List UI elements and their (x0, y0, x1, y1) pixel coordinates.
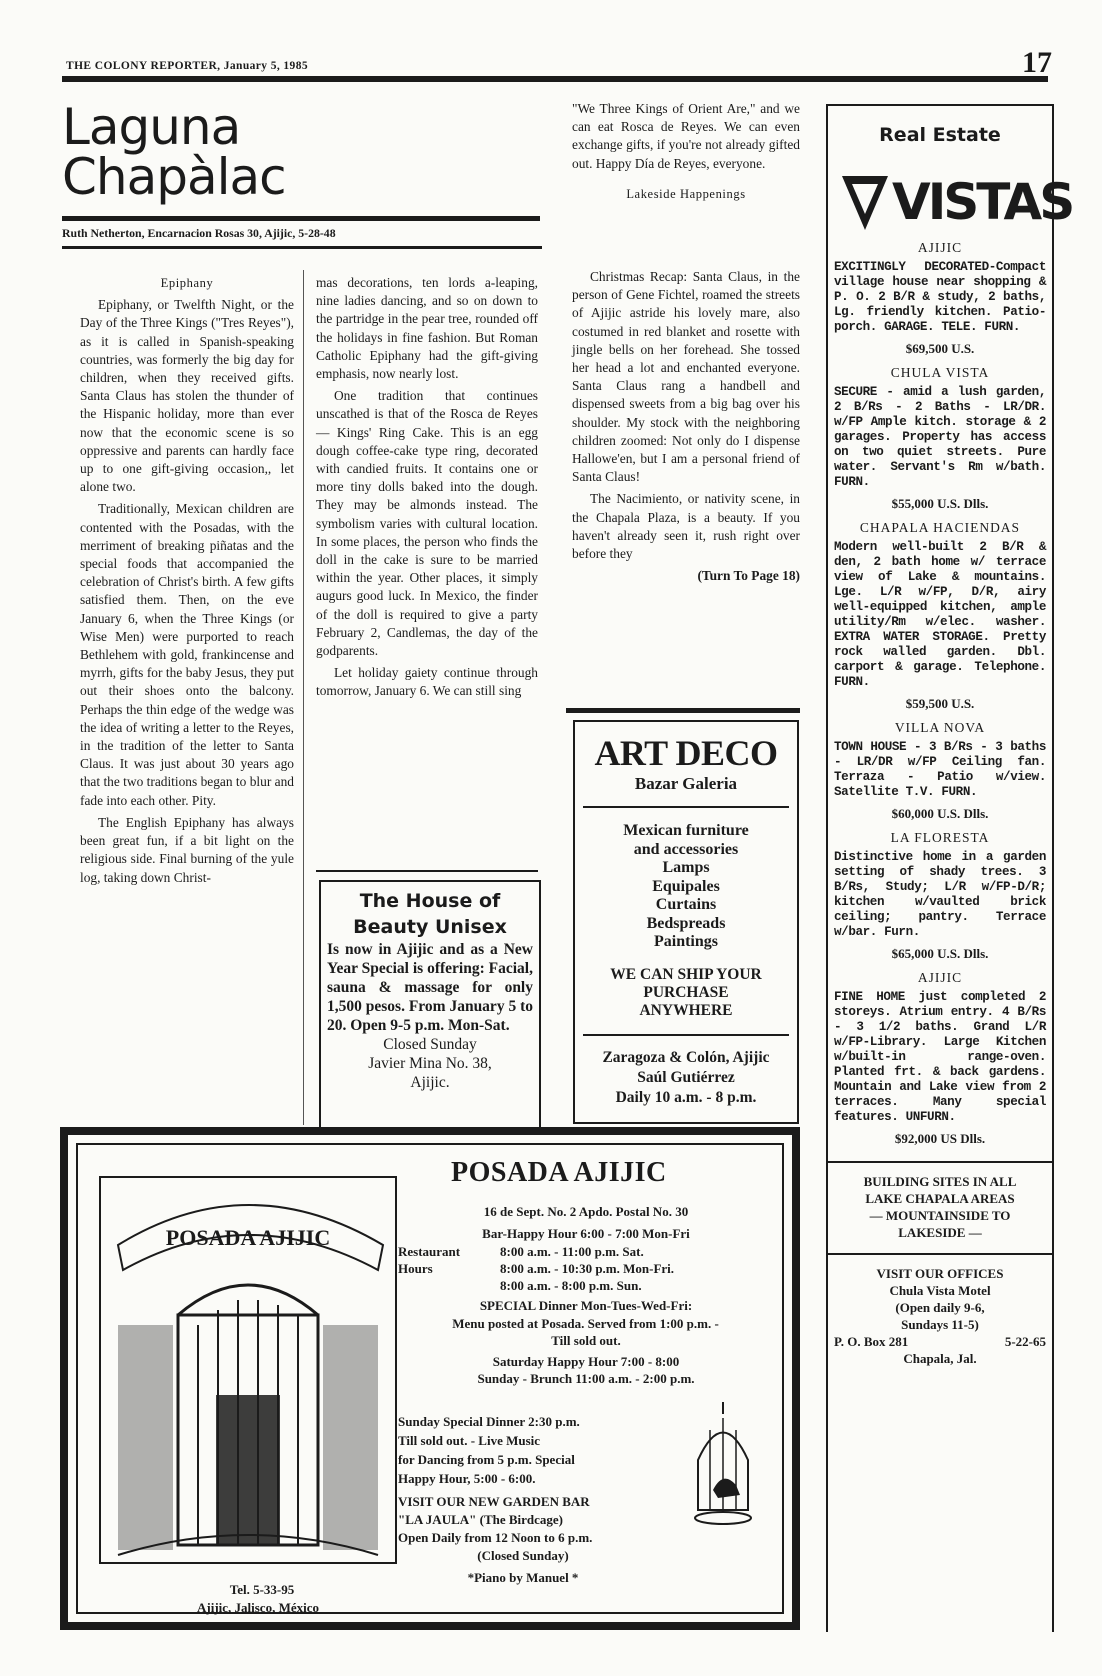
office-visit: VISIT OUR OFFICES (876, 1266, 1004, 1281)
posada-saturday: Saturday Happy Hour 7:00 - 8:00 (492, 1354, 680, 1369)
divider (583, 1034, 789, 1036)
listing-description: SECURE - amid a lush garden, 2 B/Rs - 2 Baths - LR/DR. w/FP Ample kitch. storage & 2 garages. Property has access on two quiet streets. Pure water. Servant's Rm w/bath. FURN. (834, 385, 1046, 489)
paragraph: Epiphany, or Twelfth Night, or the Day of the Three Kings ("Tres Reyes"), as it is called in Spanish-speaking countries, was formerly the big day for children, when they received gifts. Santa Claus has stolen the thunder of the Hispanic holiday, more than ever now that the economic scene is so oppressive and parents can hardly face up to one gift-giving occasion,, let alone two. (80, 297, 294, 495)
restaurant-hours: 8:00 a.m. - 8:00 p.m. Sun. (500, 1278, 642, 1293)
ad-address: Javier Mina No. 38, (368, 1055, 492, 1072)
listing-description: TOWN HOUSE - 3 B/Rs - 3 baths - LR/DR w/FP Ceiling fan. Terraza - Patio w/view. Satellite T.V. FURN. (834, 740, 1046, 799)
real-estate-header: Real Estate (879, 124, 1001, 146)
paragraph: "We Three Kings of Orient Are," and we can eat Rosca de Reyes. We can even exchange gifts, if you're not already gifted out. Happy Día de Reyes, everyone. (572, 101, 800, 171)
masthead (62, 46, 1052, 82)
listing-price: $55,000 U.S. Dlls. (891, 496, 989, 511)
listing-price: $92,000 US Dlls. (894, 1131, 986, 1146)
listing-town: AJIJIC (917, 970, 963, 985)
posada-special: SPECIAL Dinner Mon-Tues-Wed-Fri: (479, 1298, 693, 1313)
listing-town: AJIJIC (917, 240, 963, 255)
posada-bar-hours: Bar-Happy Hour 6:00 - 7:00 Mon-Fri (482, 1226, 690, 1241)
listing-town: CHAPALA HACIENDAS (859, 520, 1021, 535)
listing-description: Modern well-built 2 B/R & den, 2 bath home w/ terrace view of Lake & mountains. Lge. L/R w/FP, D/R, airy well-equipped kitchen, ample utility/Rm w/elec. washer. EXTRA WATER STORAGE. Pretty rock walled garden. Dbl. carport & garage. Telephone. FURN. (834, 540, 1046, 689)
listing-price: $60,000 U.S. Dlls. (891, 806, 989, 821)
ad-body: Is now in Ajijic and as a New Year Special is offering: Facial, sauna & massage for only 1,500 pesos. From January 5 to 20. Open 9-5 p.m. Mon-Sat. (327, 941, 533, 1034)
posada-sunday-special: Sunday Special Dinner 2:30 p.m. (398, 1414, 580, 1429)
list-item: and accessories (633, 840, 739, 858)
posada-garden-bar: Open Daily from 12 Noon to 6 p.m. (398, 1530, 593, 1545)
divider (828, 1253, 1052, 1255)
article-column-1 (80, 274, 294, 891)
list-item: Mexican furniture (623, 822, 749, 839)
ad-rule (566, 708, 800, 713)
office-po-box: P. O. Box 281 (834, 1334, 909, 1349)
ad-shipping (575, 966, 797, 1020)
ad-title: ART DECO (594, 733, 778, 773)
article-column-3-top (572, 100, 800, 207)
masthead-rule (62, 76, 1048, 82)
list-item: Curtains (655, 896, 717, 913)
posada-menu: Till sold out. (551, 1333, 621, 1348)
listing-description: EXCITINGLY DECORATED-Compact village house near shopping & P. O. 2 B/R & study, 2 baths, Lg. friendly kitchen. Patio-porch. GARAGE. TELE. FURN. (834, 260, 1046, 334)
posada-garden-bar: "LA JAULA" (The Birdcage) (398, 1512, 564, 1527)
office-contact (828, 1333, 1052, 1350)
building-sites (828, 1173, 1052, 1241)
art-deco-ad (573, 720, 799, 1124)
hours-label: Hours (398, 1261, 433, 1276)
building-sites-line: LAKESIDE — (898, 1225, 982, 1240)
ad-address: Zaragoza & Colón, Ajijic (602, 1048, 770, 1066)
listing-price: $69,500 U.S. (905, 341, 975, 356)
list-item: Bedspreads (646, 914, 726, 932)
listing-town: VILLA NOVA (894, 720, 986, 735)
posada-sunday-special: Till sold out. - Live Music (398, 1433, 541, 1448)
ad-address: Ajijic. (410, 1074, 450, 1091)
column-title (62, 98, 542, 232)
real-estate-column (826, 104, 1073, 1632)
paragraph: Traditionally, Mexican children are contented with the Posadas, with the merriment of breaking piñatas and the special foods that accompanied the celebration of Christ's birth. A few gifts satisfied them. Then, on the eve January 6, when the Three Kings (or Wise Men) were purported to reach Bethlehem with gold, frankincense and myrrh, gifts for the baby Jesus, they put out their shoes onto the balcony. Perhaps the thin edge of the wedge was the idea of writing a letter to the Reyes, in the tradition of the letter to Santa Claus. It was just about 30 years ago that the two traditions began to blur and fade into each other. Pity. (80, 501, 294, 808)
office-hours: Sundays 11-5) (901, 1317, 979, 1332)
posada-sunday-special: Happy Hour, 5:00 - 6:00. (398, 1471, 536, 1486)
article-heading: Epiphany (160, 276, 214, 290)
section-heading: Lakeside Happenings (626, 186, 746, 201)
ad-footer (575, 1048, 797, 1108)
listing-price: $65,000 U.S. Dlls. (891, 946, 989, 961)
vistas-logo (834, 172, 1073, 232)
column-divider (303, 270, 304, 1125)
posada-title: POSADA AJIJIC (451, 1157, 667, 1188)
listing-price: $59,500 U.S. (905, 696, 975, 711)
building-sites-line: BUILDING SITES IN ALL (863, 1174, 1017, 1189)
ad-closed: Closed Sunday (383, 1036, 477, 1053)
ship-line: PURCHASE (643, 983, 729, 1001)
list-item: Lamps (662, 859, 710, 876)
house-of-beauty-ad (319, 880, 541, 1130)
restaurant-hours: 8:00 a.m. - 11:00 p.m. Sat. (500, 1244, 644, 1259)
byline: Ruth Netherton, Encarnacion Rosas 30, Ajijic, 5-28-48 (62, 226, 336, 240)
continued-note: (Turn To Page 18) (697, 568, 800, 584)
vistas-logo-text: VISTAS (892, 173, 1073, 231)
posada-menu: Menu posted at Posada. Served from 1:00 p.m. - (452, 1316, 719, 1331)
building-sites-line: LAKE CHAPALA AREAS (865, 1191, 1015, 1206)
ad-subtitle: Bazar Galeria (634, 774, 738, 793)
list-item: Equipales (652, 877, 720, 895)
posada-location: Ajijic, Jalisco, México (196, 1600, 319, 1615)
ad-item-list (575, 822, 797, 952)
listing-town: LA FLORESTA (890, 830, 990, 845)
restaurant-label: Restaurant (398, 1244, 461, 1259)
paragraph: Let holiday gaiety continue through tomorrow, January 6. We can still sing (316, 665, 538, 699)
byline-rule (62, 246, 542, 249)
office-motel: Chula Vista Motel (889, 1283, 991, 1298)
ad-title: Beauty Unisex (353, 916, 507, 938)
paragraph: The English Epiphany has always been great fun, if a bit light on the religious side. Final burning of the yule log, taking down Christ- (80, 814, 294, 885)
column-title-line1: Laguna (62, 98, 241, 156)
listing-description: Distinctive home in a garden setting of shady trees. 3 B/Rs, Study; L/R w/FP-D/R; kitchen w/vaulted brick ceiling; pantry. Terrace w/bar. Furn. (834, 850, 1046, 939)
article-column-3 (572, 268, 800, 585)
ship-line: ANYWHERE (639, 1001, 733, 1019)
article-column-2 (316, 274, 538, 705)
office-phone: 5-22-65 (1004, 1334, 1046, 1349)
posada-piano: *Piano by Manuel * (467, 1570, 579, 1585)
restaurant-hours: 8:00 a.m. - 10:30 p.m. Mon-Fri. (500, 1261, 675, 1276)
top-rule (828, 104, 1052, 106)
office-info (828, 1265, 1052, 1367)
office-city: Chapala, Jal. (903, 1351, 977, 1366)
paragraph: One tradition that continues unscathed is that of the Rosca de Reyes — Kings' Ring Cake. This is an egg dough coffee-cake type ring, decorated with candied fruits. It contains one or more tiny dolls baked into the dough. They may be almonds instead. The symbolism varies with cultural location. In some places, the person who finds the doll in the cake is sure to be married within the year. Other places, it simply augurs good luck. In Mexico, the finder of the doll is required to give a party February 2, Candlemas, the day of the godparents. (316, 388, 538, 659)
ship-line: WE CAN SHIP YOUR (610, 965, 762, 983)
posada-garden-bar: (Closed Sunday) (477, 1548, 569, 1563)
paragraph: mas decorations, ten lords a-leaping, nine ladies dancing, and so on down to the partridge in the pear tree, rounded off the holidays in fine fashion. But Roman Catholic Epiphany had the gift-giving emphasis, now nearly lost. (316, 275, 538, 382)
ad-rule (316, 870, 538, 872)
office-hours: (Open daily 9-6, (895, 1300, 985, 1315)
building-sites-line: — MOUNTAINSIDE TO (869, 1208, 1011, 1223)
posada-garden-bar: VISIT OUR NEW GARDEN BAR (398, 1494, 590, 1509)
title-rule (62, 216, 540, 221)
list-item: Paintings (653, 933, 718, 950)
posada-sign-text: POSADA AJIJIC (165, 1225, 331, 1250)
listing-description: FINE HOME just completed 2 storeys. Atrium entry. 4 B/Rs - 3 1/2 baths. Grand L/R w/FP-Library. Large Kitchen w/built-in range-oven. Planted frt. & back gardens. Mountain and Lake view from 2 terraces. Many special features. UNFURN. (834, 990, 1046, 1124)
ad-owner: Saúl Gutiérrez (637, 1068, 735, 1086)
masthead-title: THE COLONY REPORTER, January 5, 1985 (66, 60, 308, 72)
listing-town: CHULA VISTA (890, 365, 990, 380)
birdcage-icon (688, 1400, 758, 1530)
paragraph: The Nacimiento, or nativity scene, in the Chapala Plaza, is a beauty. If you haven't already seen it, rush right over before they (572, 491, 800, 562)
posada-ajijic-ad (60, 1127, 800, 1630)
posada-sunday-special: for Dancing from 5 p.m. Special (398, 1452, 575, 1467)
column-title-line2: Chapàlac (62, 148, 286, 206)
divider (583, 806, 789, 808)
ad-title: The House of (359, 890, 501, 912)
posada-address: 16 de Sept. No. 2 Apdo. Postal No. 30 (483, 1204, 689, 1219)
divider (828, 1161, 1052, 1163)
page-number: 17 (1022, 46, 1052, 79)
vistas-logo-icon (840, 172, 890, 232)
posada-sunday: Sunday - Brunch 11:00 a.m. - 2:00 p.m. (477, 1371, 695, 1386)
posada-phone: Tel. 5-33-95 (229, 1582, 295, 1597)
paragraph: Christmas Recap: Santa Claus, in the person of Gene Fichtel, roamed the streets of Ajijic astride his lovely mare, also costumed in red blanket and rosette with jingle bells on her forehead. She tossed her head a lot and enchanted everyone. Santa Claus rang a handbell and dispensed sweets from a big bag over his shoulder. My stock with the neighboring children zoomed: Not only do I dispense Hallowe'en, but I am a personal friend of Santa Claus! (572, 269, 800, 485)
ad-hours: Daily 10 a.m. - 8 p.m. (615, 1088, 757, 1106)
posada-gate-illustration (98, 1175, 398, 1565)
